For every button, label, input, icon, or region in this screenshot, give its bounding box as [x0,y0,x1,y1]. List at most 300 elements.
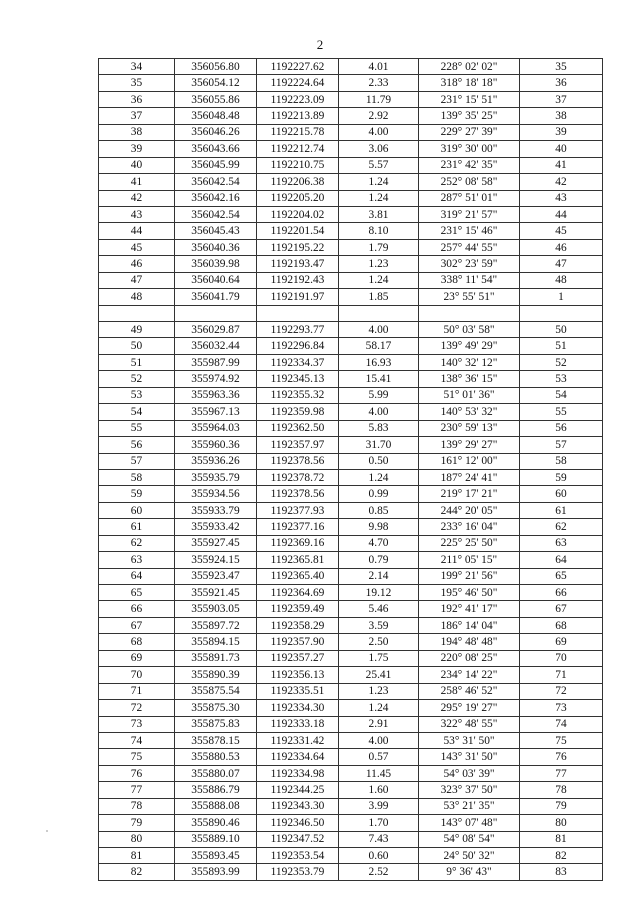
distance-cell: 0.57 [339,749,419,765]
next-point-cell: 78 [520,782,603,798]
y-coordinate-cell: 1192193.47 [257,256,339,272]
next-point-cell: 46 [520,239,603,255]
bearing-cell: 53° 21' 35" [419,798,520,814]
point-number-cell [99,305,175,321]
next-point-cell: 64 [520,552,603,568]
bearing-cell: 257° 44' 55" [419,239,520,255]
distance-cell: 19.12 [339,585,419,601]
table-row [99,239,603,255]
point-number-cell: 58 [99,469,175,485]
table-row [99,206,603,222]
x-coordinate-cell: 355936.26 [175,453,257,469]
y-coordinate-cell: 1192343.30 [257,798,339,814]
table-row [99,469,603,485]
x-coordinate-cell: 356045.99 [175,157,257,173]
next-point-cell: 56 [520,420,603,436]
next-point-cell: 40 [520,141,603,157]
table-row [99,141,603,157]
distance-cell: 1.23 [339,256,419,272]
point-number-cell: 47 [99,272,175,288]
scan-speck [46,830,48,832]
table-row [99,683,603,699]
distance-cell: 1.24 [339,469,419,485]
point-number-cell: 77 [99,782,175,798]
y-coordinate-cell: 1192356.13 [257,667,339,683]
bearing-cell: 229° 27' 39" [419,124,520,140]
y-coordinate-cell: 1192192.43 [257,272,339,288]
x-coordinate-cell: 355933.42 [175,519,257,535]
table-row [99,338,603,354]
x-coordinate-cell: 355893.99 [175,864,257,880]
distance-cell: 1.24 [339,700,419,716]
x-coordinate-cell: 356045.43 [175,223,257,239]
table-row [99,782,603,798]
next-point-cell: 60 [520,486,603,502]
table-row [99,585,603,601]
next-point-cell: 67 [520,601,603,617]
x-coordinate-cell: 356041.79 [175,289,257,305]
x-coordinate-cell: 356029.87 [175,322,257,338]
next-point-cell: 76 [520,749,603,765]
x-coordinate-cell: 356055.86 [175,91,257,107]
table-row [99,223,603,239]
x-coordinate-cell: 355875.54 [175,683,257,699]
next-point-cell: 72 [520,683,603,699]
point-number-cell: 54 [99,404,175,420]
table-row [99,108,603,124]
table-row [99,453,603,469]
x-coordinate-cell: 355890.39 [175,667,257,683]
distance-cell: 2.52 [339,864,419,880]
next-point-cell: 41 [520,157,603,173]
x-coordinate-cell: 356042.16 [175,190,257,206]
table-row [99,371,603,387]
bearing-cell: 195° 46' 50" [419,585,520,601]
page-number: 2 [316,37,324,52]
distance-cell: 2.33 [339,75,419,91]
distance-cell: 1.85 [339,289,419,305]
x-coordinate-cell: 355903.05 [175,601,257,617]
bearing-cell: 225° 25' 50" [419,535,520,551]
coordinates-table-body [99,59,603,881]
distance-cell: 8.10 [339,223,419,239]
bearing-cell: 252° 08' 58" [419,174,520,190]
table-row [99,272,603,288]
distance-cell: 11.79 [339,91,419,107]
distance-cell: 0.60 [339,848,419,864]
bearing-cell: 143° 31' 50" [419,749,520,765]
table-row [99,634,603,650]
bearing-cell: 50° 03' 58" [419,322,520,338]
point-number-cell: 61 [99,519,175,535]
x-coordinate-cell: 356042.54 [175,174,257,190]
distance-cell: 16.93 [339,354,419,370]
y-coordinate-cell: 1192377.93 [257,502,339,518]
distance-cell: 1.75 [339,650,419,666]
table-row [99,124,603,140]
y-coordinate-cell: 1192210.75 [257,157,339,173]
next-point-cell: 66 [520,585,603,601]
distance-cell: 4.00 [339,404,419,420]
y-coordinate-cell: 1192334.30 [257,700,339,716]
y-coordinate-cell: 1192365.81 [257,552,339,568]
x-coordinate-cell: 355923.47 [175,568,257,584]
next-point-cell: 70 [520,650,603,666]
next-point-cell: 43 [520,190,603,206]
table-row [99,568,603,584]
distance-cell: 2.92 [339,108,419,124]
x-coordinate-cell: 356048.48 [175,108,257,124]
y-coordinate-cell: 1192191.97 [257,289,339,305]
distance-cell: 9.98 [339,519,419,535]
bearing-cell: 138° 36' 15" [419,371,520,387]
distance-cell: 1.24 [339,190,419,206]
y-coordinate-cell: 1192364.69 [257,585,339,601]
y-coordinate-cell: 1192377.16 [257,519,339,535]
point-number-cell: 70 [99,667,175,683]
next-point-cell: 74 [520,716,603,732]
next-point-cell: 44 [520,206,603,222]
x-coordinate-cell: 355878.15 [175,732,257,748]
point-number-cell: 68 [99,634,175,650]
x-coordinate-cell: 356046.26 [175,124,257,140]
x-coordinate-cell [175,305,257,321]
next-point-cell: 71 [520,667,603,683]
point-number-cell: 51 [99,354,175,370]
distance-cell: 1.24 [339,272,419,288]
bearing-cell: 258° 46' 52" [419,683,520,699]
point-number-cell: 66 [99,601,175,617]
point-number-cell: 37 [99,108,175,124]
bearing-cell: 231° 15' 46" [419,223,520,239]
y-coordinate-cell: 1192359.49 [257,601,339,617]
next-point-cell: 65 [520,568,603,584]
next-point-cell: 53 [520,371,603,387]
y-coordinate-cell: 1192224.64 [257,75,339,91]
next-point-cell: 50 [520,322,603,338]
next-point-cell: 75 [520,732,603,748]
distance-cell: 25.41 [339,667,419,683]
bearing-cell: 231° 15' 51" [419,91,520,107]
next-point-cell: 63 [520,535,603,551]
distance-cell: 0.79 [339,552,419,568]
next-point-cell: 68 [520,617,603,633]
x-coordinate-cell: 356040.64 [175,272,257,288]
point-number-cell: 80 [99,831,175,847]
point-number-cell: 48 [99,289,175,305]
bearing-cell: 219° 17' 21" [419,486,520,502]
point-number-cell: 49 [99,322,175,338]
bearing-cell: 53° 31' 50" [419,732,520,748]
x-coordinate-cell: 355890.46 [175,815,257,831]
y-coordinate-cell: 1192378.56 [257,486,339,502]
next-point-cell: 47 [520,256,603,272]
y-coordinate-cell: 1192357.90 [257,634,339,650]
table-row [99,486,603,502]
point-number-cell: 71 [99,683,175,699]
table-row [99,749,603,765]
point-number-cell: 78 [99,798,175,814]
next-point-cell: 45 [520,223,603,239]
y-coordinate-cell: 1192213.89 [257,108,339,124]
distance-cell: 0.50 [339,453,419,469]
table-row [99,650,603,666]
next-point-cell: 36 [520,75,603,91]
bearing-cell: 199° 21' 56" [419,568,520,584]
point-number-cell: 63 [99,552,175,568]
next-point-cell: 81 [520,831,603,847]
x-coordinate-cell: 356043.66 [175,141,257,157]
bearing-cell: 51° 01' 36" [419,387,520,403]
next-point-cell: 73 [520,700,603,716]
point-number-cell: 72 [99,700,175,716]
table-row [99,256,603,272]
distance-cell: 1.79 [339,239,419,255]
y-coordinate-cell: 1192334.98 [257,765,339,781]
x-coordinate-cell: 355927.45 [175,535,257,551]
y-coordinate-cell: 1192359.98 [257,404,339,420]
x-coordinate-cell: 355880.07 [175,765,257,781]
distance-cell: 2.50 [339,634,419,650]
point-number-cell: 65 [99,585,175,601]
point-number-cell: 35 [99,75,175,91]
y-coordinate-cell: 1192365.40 [257,568,339,584]
bearing-cell: 319° 21' 57" [419,206,520,222]
point-number-cell: 36 [99,91,175,107]
point-number-cell: 53 [99,387,175,403]
bearing-cell: 140° 53' 32" [419,404,520,420]
table-row [99,157,603,173]
x-coordinate-cell: 355924.15 [175,552,257,568]
bearing-cell: 287° 51' 01" [419,190,520,206]
y-coordinate-cell: 1192201.54 [257,223,339,239]
y-coordinate-cell: 1192333.18 [257,716,339,732]
bearing-cell: 295° 19' 27" [419,700,520,716]
y-coordinate-cell: 1192378.56 [257,453,339,469]
distance-cell: 11.45 [339,765,419,781]
point-number-cell: 43 [99,206,175,222]
x-coordinate-cell: 356054.12 [175,75,257,91]
table-row [99,716,603,732]
distance-cell: 3.99 [339,798,419,814]
point-number-cell: 69 [99,650,175,666]
point-number-cell: 52 [99,371,175,387]
point-number-cell: 50 [99,338,175,354]
x-coordinate-cell: 355893.45 [175,848,257,864]
point-number-cell: 45 [99,239,175,255]
x-coordinate-cell: 355888.08 [175,798,257,814]
bearing-cell: 54° 08' 54" [419,831,520,847]
coordinates-table [98,58,603,881]
x-coordinate-cell: 355921.45 [175,585,257,601]
point-number-cell: 81 [99,848,175,864]
point-number-cell: 73 [99,716,175,732]
x-coordinate-cell: 356032.44 [175,338,257,354]
y-coordinate-cell: 1192335.51 [257,683,339,699]
table-row [99,519,603,535]
table-row [99,91,603,107]
table-row [99,535,603,551]
bearing-cell: 139° 49' 29" [419,338,520,354]
next-point-cell: 57 [520,437,603,453]
point-number-cell: 67 [99,617,175,633]
table-row [99,864,603,880]
x-coordinate-cell: 356056.80 [175,59,257,75]
bearing-cell: 338° 11' 54" [419,272,520,288]
bearing-cell: 192° 41' 17" [419,601,520,617]
y-coordinate-cell: 1192346.50 [257,815,339,831]
bearing-cell: 24° 50' 32" [419,848,520,864]
table-row [99,437,603,453]
y-coordinate-cell: 1192345.13 [257,371,339,387]
point-number-cell: 34 [99,59,175,75]
table-row [99,404,603,420]
table-row [99,617,603,633]
x-coordinate-cell: 355875.30 [175,700,257,716]
y-coordinate-cell: 1192195.22 [257,239,339,255]
distance-cell: 7.43 [339,831,419,847]
bearing-cell: 23° 55' 51" [419,289,520,305]
next-point-cell: 79 [520,798,603,814]
x-coordinate-cell: 355974.92 [175,371,257,387]
distance-cell: 0.99 [339,486,419,502]
next-point-cell: 83 [520,864,603,880]
table-row [99,700,603,716]
bearing-cell: 319° 30' 00" [419,141,520,157]
bearing-cell: 244° 20' 05" [419,502,520,518]
point-number-cell: 64 [99,568,175,584]
y-coordinate-cell [257,305,339,321]
next-point-cell: 82 [520,848,603,864]
bearing-cell: 194° 48' 48" [419,634,520,650]
next-point-cell: 77 [520,765,603,781]
point-number-cell: 75 [99,749,175,765]
distance-cell: 5.83 [339,420,419,436]
bearing-cell: 139° 29' 27" [419,437,520,453]
x-coordinate-cell: 355964.03 [175,420,257,436]
x-coordinate-cell: 355934.56 [175,486,257,502]
y-coordinate-cell: 1192344.25 [257,782,339,798]
x-coordinate-cell: 356042.54 [175,206,257,222]
distance-cell: 4.01 [339,59,419,75]
distance-cell: 1.24 [339,174,419,190]
next-point-cell: 1 [520,289,603,305]
distance-cell: 5.57 [339,157,419,173]
next-point-cell: 62 [520,519,603,535]
bearing-cell: 318° 18' 18" [419,75,520,91]
table-row [99,732,603,748]
y-coordinate-cell: 1192206.38 [257,174,339,190]
bearing-cell: 234° 14' 22" [419,667,520,683]
distance-cell: 1.23 [339,683,419,699]
y-coordinate-cell: 1192296.84 [257,338,339,354]
point-number-cell: 57 [99,453,175,469]
y-coordinate-cell: 1192334.37 [257,354,339,370]
bearing-cell: 161° 12' 00" [419,453,520,469]
table-row [99,667,603,683]
bearing-cell: 231° 42' 35" [419,157,520,173]
bearing-cell: 139° 35' 25" [419,108,520,124]
table-row [99,765,603,781]
next-point-cell: 38 [520,108,603,124]
bearing-cell: 322° 48' 55" [419,716,520,732]
table-row [99,190,603,206]
y-coordinate-cell: 1192369.16 [257,535,339,551]
distance-cell: 2.14 [339,568,419,584]
point-number-cell: 40 [99,157,175,173]
distance-cell: 3.06 [339,141,419,157]
next-point-cell: 55 [520,404,603,420]
distance-cell: 4.00 [339,322,419,338]
table-row [99,289,603,305]
distance-cell: 3.59 [339,617,419,633]
y-coordinate-cell: 1192227.62 [257,59,339,75]
x-coordinate-cell: 355894.15 [175,634,257,650]
next-point-cell: 51 [520,338,603,354]
y-coordinate-cell: 1192362.50 [257,420,339,436]
y-coordinate-cell: 1192358.29 [257,617,339,633]
y-coordinate-cell: 1192353.54 [257,848,339,864]
point-number-cell: 82 [99,864,175,880]
next-point-cell: 48 [520,272,603,288]
distance-cell: 5.99 [339,387,419,403]
x-coordinate-cell: 355897.72 [175,617,257,633]
y-coordinate-cell: 1192331.42 [257,732,339,748]
point-number-cell: 55 [99,420,175,436]
point-number-cell: 42 [99,190,175,206]
y-coordinate-cell: 1192353.79 [257,864,339,880]
y-coordinate-cell: 1192205.20 [257,190,339,206]
next-point-cell: 61 [520,502,603,518]
next-point-cell: 35 [520,59,603,75]
table-row [99,174,603,190]
table-row [99,354,603,370]
table-row [99,848,603,864]
table-row [99,815,603,831]
x-coordinate-cell: 355880.53 [175,749,257,765]
table-row [99,59,603,75]
y-coordinate-cell: 1192212.74 [257,141,339,157]
table-row [99,798,603,814]
bearing-cell: 186° 14' 04" [419,617,520,633]
table-row [99,322,603,338]
table-row [99,75,603,91]
table-row [99,420,603,436]
bearing-cell: 302° 23' 59" [419,256,520,272]
y-coordinate-cell: 1192334.64 [257,749,339,765]
table-row [99,601,603,617]
bearing-cell: 187° 24' 41" [419,469,520,485]
bearing-cell: 54° 03' 39" [419,765,520,781]
point-number-cell: 79 [99,815,175,831]
distance-cell: 0.85 [339,502,419,518]
point-number-cell: 60 [99,502,175,518]
y-coordinate-cell: 1192378.72 [257,469,339,485]
table-row [99,502,603,518]
point-number-cell: 38 [99,124,175,140]
x-coordinate-cell: 355960.36 [175,437,257,453]
distance-cell: 3.81 [339,206,419,222]
x-coordinate-cell: 355875.83 [175,716,257,732]
point-number-cell: 62 [99,535,175,551]
y-coordinate-cell: 1192357.97 [257,437,339,453]
bearing-cell: 143° 07' 48" [419,815,520,831]
point-number-cell: 74 [99,732,175,748]
distance-cell: 2.91 [339,716,419,732]
distance-cell: 4.00 [339,124,419,140]
bearing-cell: 323° 37' 50" [419,782,520,798]
next-point-cell: 80 [520,815,603,831]
